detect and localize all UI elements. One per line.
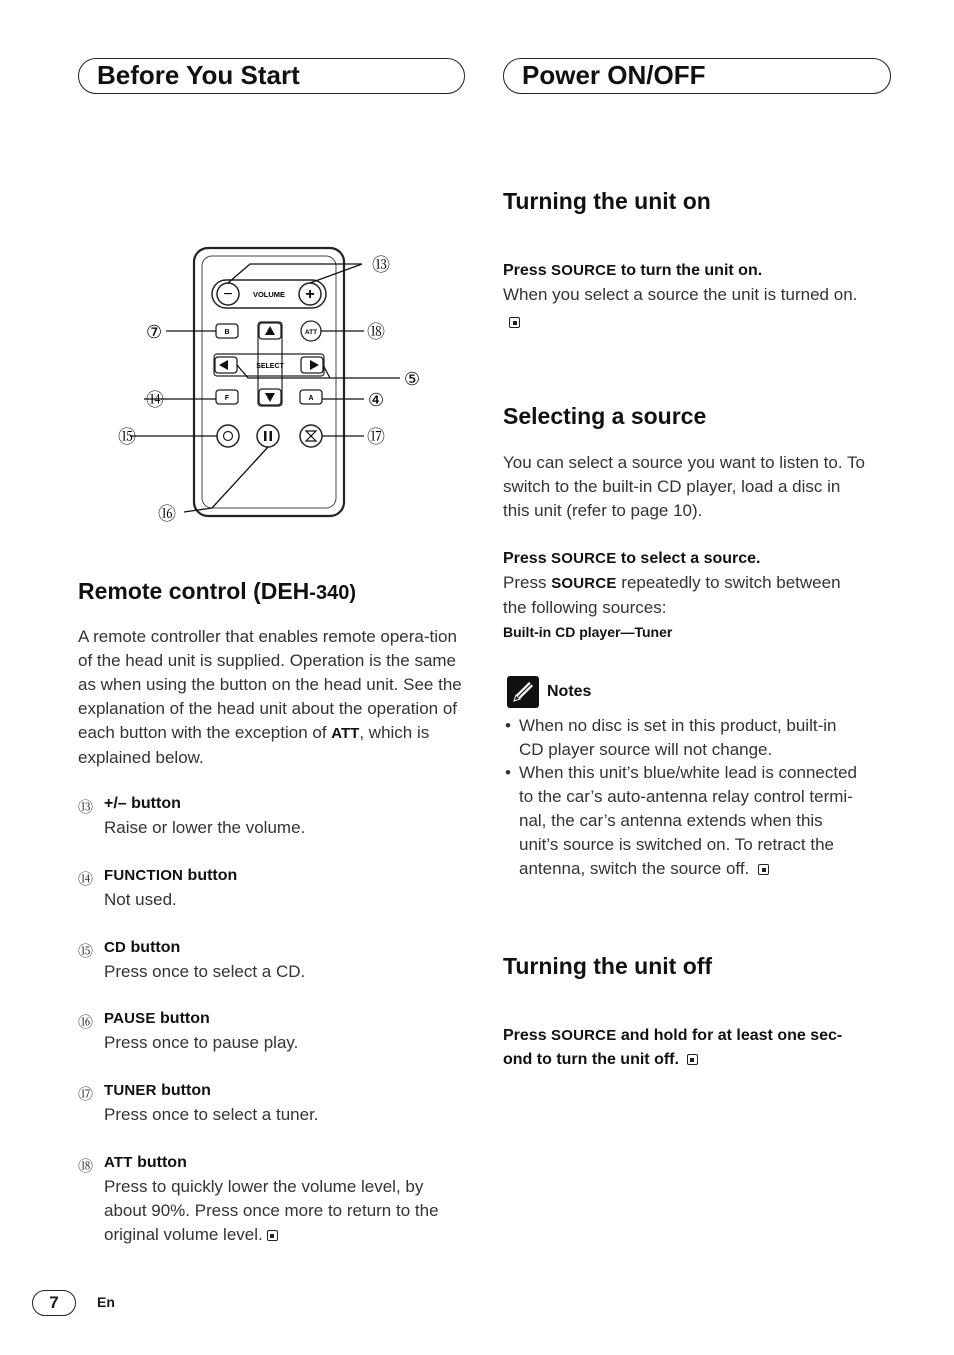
callout-17: ⑰ xyxy=(367,427,385,448)
item-title-tuner: TUNER button xyxy=(104,1082,211,1099)
select-source-body: You can select a source you want to listen to. To switch to the built-in CD player, load a disc in this unit (refer to page 10). xyxy=(503,453,865,520)
end-mark-icon xyxy=(758,864,769,875)
item-desc: Press once to select a tuner. xyxy=(104,1105,319,1124)
select-label: SELECT xyxy=(256,363,284,370)
language-label: En xyxy=(97,1294,115,1310)
item-title-att: ATT button xyxy=(104,1154,187,1171)
turn-off-instruction: Press SOURCE and hold for at least one sec- ond to turn the unit off. xyxy=(503,1027,843,1068)
item-number: ⑬ xyxy=(78,799,94,816)
notes-pencil-icon xyxy=(507,676,539,708)
item-number: ⑰ xyxy=(78,1086,94,1103)
end-mark-icon xyxy=(687,1054,698,1065)
item-title-volume: +/– button xyxy=(104,795,181,812)
plus-label: + xyxy=(305,286,315,303)
turn-on-instruction: Press SOURCE to turn the unit on. xyxy=(503,262,763,279)
item-number: ⑮ xyxy=(78,943,94,960)
source-list: Built-in CD player—Tuner xyxy=(503,624,673,640)
svg-text:ATT: ATT xyxy=(304,329,318,336)
cd-button xyxy=(217,425,239,447)
item-desc-att: Press to quickly lower the volume level, by about 90%. Press once more to return to the original volume level. xyxy=(104,1177,439,1244)
item-title-cd: CD button xyxy=(104,939,181,956)
callout-5: ⑤ xyxy=(404,369,421,390)
page-number: 7 xyxy=(32,1290,76,1316)
item-number: ⑯ xyxy=(78,1014,94,1031)
minus-label: − xyxy=(223,286,233,303)
item-number: ⑭ xyxy=(78,871,94,888)
callout-7: ⑦ xyxy=(146,322,163,343)
section-header-power-on-off: Power ON/OFF xyxy=(503,58,891,94)
callout-15: ⑮ xyxy=(118,427,136,448)
remote-intro: A remote controller that enables remote opera-tion of the head unit is supplied. Operation is the same as when using the button on the head unit. See the explanation of the head unit about the operation of each button with the exception of ATT, which is explained below. xyxy=(78,627,462,767)
item-title-function: FUNCTION button xyxy=(104,867,238,884)
callout-18: ⑱ xyxy=(367,322,385,343)
note-item: • When this unit’s blue/white lead is connected to the car’s auto-antenna relay control termi- nal, the car’s antenna extends when this unit’s source is switched on. To retract the antenna, switch the source off. xyxy=(505,763,857,878)
remote-control-diagram xyxy=(110,240,440,530)
item-number: ⑱ xyxy=(78,1158,94,1175)
callout-13: ⑬ xyxy=(372,255,390,276)
pause-button xyxy=(257,425,279,447)
end-mark-icon xyxy=(267,1230,278,1241)
item-desc: Raise or lower the volume. xyxy=(104,818,306,837)
note-item: • When no disc is set in this product, built-in CD player source will not change. xyxy=(505,716,837,759)
turn-on-body: When you select a source the unit is turned on. xyxy=(503,285,858,304)
remote-control-heading: Remote control (DEH-340) xyxy=(78,578,356,604)
svg-text:A: A xyxy=(308,395,314,402)
volume-label: VOLUME xyxy=(252,290,286,299)
select-source-body2: Press SOURCE repeatedly to switch between the following sources: xyxy=(503,573,841,617)
notes-title: Notes xyxy=(547,683,592,700)
section-header-before-you-start: Before You Start xyxy=(78,58,465,94)
select-source-instruction: Press SOURCE to select a source. xyxy=(503,550,761,567)
turn-off-heading: Turning the unit off xyxy=(503,953,713,979)
svg-text:F: F xyxy=(224,395,230,402)
select-source-heading: Selecting a source xyxy=(503,403,707,429)
turn-on-heading: Turning the unit on xyxy=(503,188,711,214)
item-desc: Press once to pause play. xyxy=(104,1033,299,1052)
item-desc: Not used. xyxy=(104,890,177,909)
item-title-pause: PAUSE button xyxy=(104,1010,210,1027)
end-mark-icon xyxy=(509,317,520,328)
callout-4: ④ xyxy=(368,390,385,411)
callout-16: ⑯ xyxy=(158,504,176,525)
item-desc: Press once to select a CD. xyxy=(104,962,306,981)
svg-text:B: B xyxy=(224,329,230,336)
callout-14: ⑭ xyxy=(146,390,164,411)
